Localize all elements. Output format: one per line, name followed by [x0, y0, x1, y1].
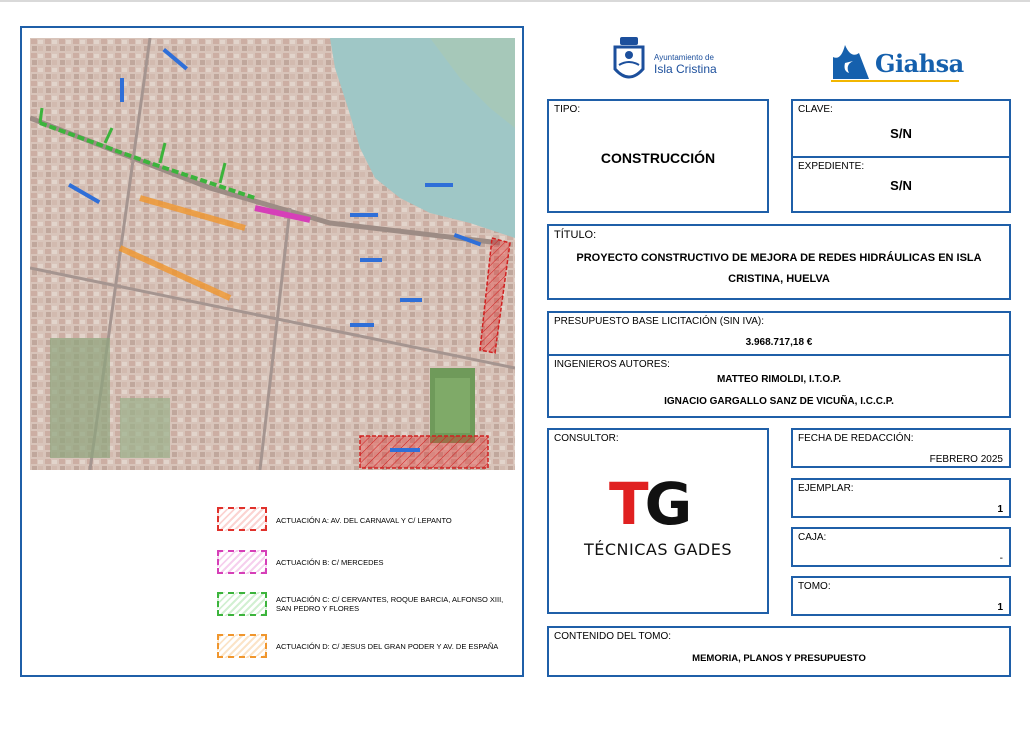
- clave-value: S/N: [890, 126, 912, 141]
- ejemplar-value: 1: [997, 504, 1003, 515]
- tomo-value: 1: [997, 602, 1003, 613]
- ejemplar-label: EJEMPLAR:: [798, 483, 854, 494]
- legend-swatch-c: [217, 592, 267, 616]
- tomo-label: TOMO:: [798, 581, 831, 592]
- clave-label: CLAVE:: [798, 104, 833, 115]
- legend-text-d: ACTUACIÓN D: C/ JESUS DEL GRAN PODER Y AV. DE ESPAÑA: [276, 642, 499, 651]
- legend-text-a: ACTUACIÓN A: AV. DEL CARNAVAL Y C/ LEPANTO: [276, 516, 452, 525]
- tomo-box: [791, 576, 1011, 616]
- titulo-line1: PROYECTO CONSTRUCTIVO DE MEJORA DE REDES HIDRÁULICAS EN ISLA: [576, 252, 982, 264]
- tipo-label: TIPO:: [554, 104, 581, 115]
- municipality-logo: [612, 35, 732, 90]
- contenido-value: MEMORIA, PLANOS Y PRESUPUESTO: [692, 653, 866, 664]
- fecha-label: FECHA DE REDACCIÓN:: [798, 433, 914, 444]
- ingenieros-box: [547, 354, 1011, 418]
- water-drop-icon: [831, 43, 871, 81]
- ingenieros-label: INGENIEROS AUTORES:: [554, 359, 670, 370]
- fecha-value: FEBRERO 2025: [929, 454, 1003, 465]
- tecnicas-gades-name: TÉCNICAS GADES: [583, 540, 733, 559]
- caja-value: -: [999, 553, 1003, 564]
- titulo-box: [547, 224, 1011, 300]
- caja-label: CAJA:: [798, 532, 827, 543]
- caja-box: [791, 527, 1011, 567]
- tipo-box: [547, 99, 769, 213]
- legend-text-c-line2: SAN PEDRO Y FLORES: [276, 604, 360, 613]
- tg-letters: TG: [609, 470, 689, 538]
- titulo-label: TÍTULO:: [554, 229, 597, 241]
- consultor-box: [547, 428, 769, 614]
- municipality-name-line2: Isla Cristina: [654, 62, 717, 76]
- contenido-box: [547, 626, 1011, 677]
- expediente-label: EXPEDIENTE:: [798, 161, 865, 172]
- legend-swatch-b: [217, 550, 267, 574]
- fecha-box: [791, 428, 1011, 468]
- presupuesto-box: [547, 311, 1011, 356]
- legend-text-b: ACTUACIÓN B: C/ MERCEDES: [276, 558, 384, 567]
- contenido-label: CONTENIDO DEL TOMO:: [554, 631, 672, 642]
- aerial-map: [30, 38, 515, 470]
- legend-text-c-line1: ACTUACIÓN C: C/ CERVANTES, ROQUE BARCIA, ALFONSO XIII,: [276, 595, 504, 604]
- titulo-line2: CRISTINA, HUELVA: [728, 273, 830, 285]
- legend-swatch-a: [217, 507, 267, 531]
- tecnicas-gades-logo: [549, 470, 767, 564]
- author-2: IGNACIO GARGALLO SANZ DE VICUÑA, I.C.C.P.: [664, 396, 894, 407]
- clave-box: [791, 99, 1011, 158]
- consultor-label: CONSULTOR:: [554, 433, 619, 444]
- aerial-map-image: [30, 38, 515, 470]
- top-divider-line: [0, 0, 1030, 2]
- expediente-box: [791, 156, 1011, 213]
- legend-swatch-d: [217, 634, 267, 658]
- coat-of-arms-icon: [612, 35, 646, 87]
- presupuesto-label: PRESUPUESTO BASE LICITACIÓN (SIN IVA):: [554, 316, 765, 327]
- presupuesto-value: 3.968.717,18 €: [745, 337, 813, 348]
- giahsa-underline: [831, 80, 959, 82]
- giahsa-logo: [831, 43, 971, 83]
- giahsa-wordmark: Giahsa: [875, 49, 964, 78]
- ejemplar-box: [791, 478, 1011, 518]
- expediente-value: S/N: [890, 178, 912, 193]
- author-1: MATTEO RIMOLDI, I.T.O.P.: [716, 374, 842, 385]
- municipality-name-line1: Ayuntamiento de: [654, 53, 714, 62]
- tipo-value: CONSTRUCCIÓN: [600, 150, 716, 166]
